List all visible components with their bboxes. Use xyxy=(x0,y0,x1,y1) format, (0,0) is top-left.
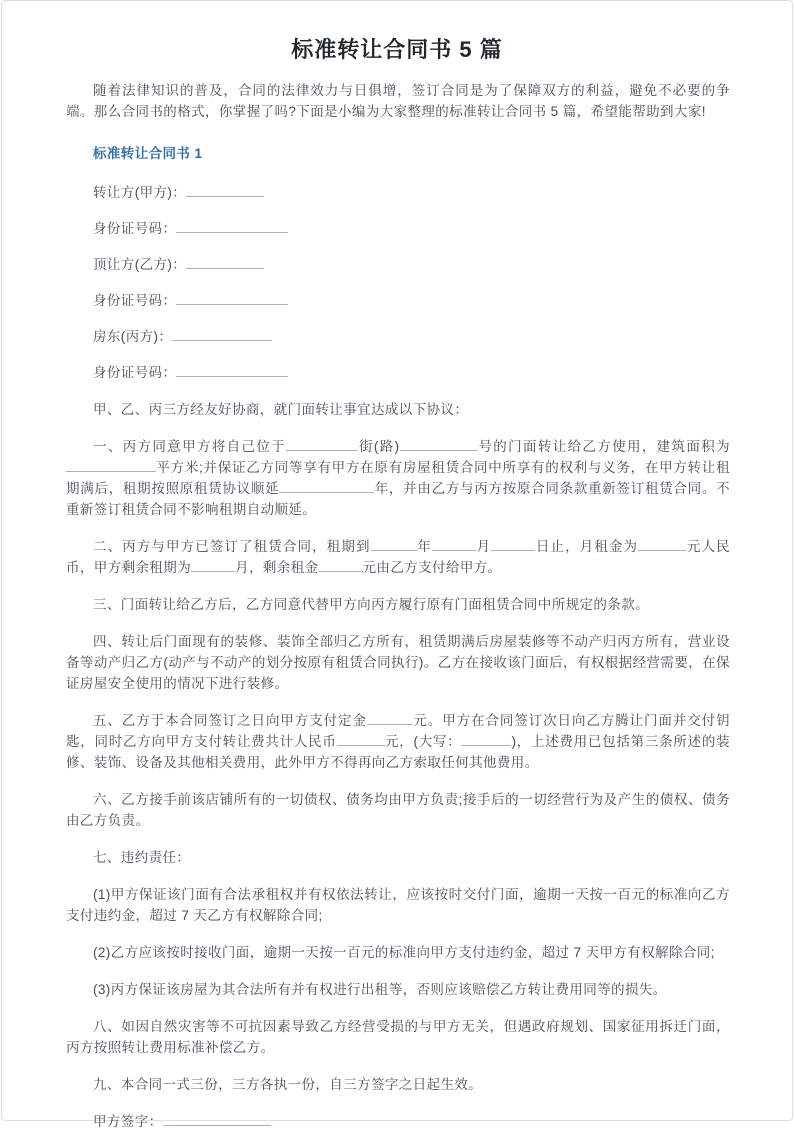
blank-field xyxy=(176,221,288,233)
text-run: 随着法律知识的普及，合同的法律效力与日俱增，签订合同是为了保障双方的利益，避免不必要的争端。那么合同书的格式，你掌握了吗?下面是小编为大家整理的标准转让合同书 5 篇，希望能帮助到大家! xyxy=(66,83,730,119)
paragraph xyxy=(66,399,730,420)
text-run: 标准转让合同书 1 xyxy=(93,146,203,161)
blank-field xyxy=(163,1114,271,1126)
blank-field xyxy=(286,439,358,451)
form-line xyxy=(66,290,730,311)
text-run: 号的门面转让给乙方使用，建筑面积为 xyxy=(477,439,730,454)
text-run: 一、丙方同意甲方将自己位于 xyxy=(93,439,287,454)
paragraph xyxy=(66,1074,730,1095)
text-run: 元。甲方在合同签订次日向乙方腾让门面并交付钥匙，同时乙方向甲方支付转让费共计人民币 xyxy=(66,713,730,749)
blank-field xyxy=(337,734,385,746)
document-body xyxy=(2,80,792,1132)
blank-field xyxy=(279,481,374,493)
blank-field xyxy=(371,539,417,551)
text-run: 房东(丙方)： xyxy=(93,329,173,344)
document-title: 标准转让合同书 5 篇 xyxy=(291,37,503,62)
paragraph xyxy=(66,884,730,926)
text-run: 身份证号码： xyxy=(93,365,177,380)
blank-field xyxy=(400,439,478,451)
blank-field xyxy=(186,185,264,197)
text-run: 年，并由乙方与丙方按原合同条款重新签订租赁合同。不重新签订租赁合同不影响租期自动顺延。 xyxy=(66,481,730,517)
text-run: (2)乙方应该按时接收门面，逾期一天按一百元的标准向甲方支付违约金，超过 7 天甲方有权解除合同; xyxy=(93,945,715,960)
text-run: 元人民币，甲方剩余租期为 xyxy=(66,539,730,575)
paragraph xyxy=(66,942,730,963)
text-run: 日止，月租金为 xyxy=(535,539,639,554)
blank-field xyxy=(66,460,156,472)
paragraph xyxy=(66,594,730,615)
blank-field xyxy=(186,257,264,269)
form-line xyxy=(66,362,730,383)
text-run: 八、如因自然灾害等不可抗因素导致乙方经营受损的与甲方无关，但遇政府规划、国家征用拆迁门面，丙方按照转让费用标准补偿乙方。 xyxy=(66,1019,730,1055)
blank-field xyxy=(191,560,235,572)
paragraph xyxy=(66,979,730,1000)
blank-field xyxy=(367,713,413,725)
text-run: 年 xyxy=(416,539,432,554)
paragraph xyxy=(66,789,730,831)
text-run: 顶让方(乙方)： xyxy=(93,257,187,272)
blank-field xyxy=(319,560,363,572)
text-run: 街(路) xyxy=(358,439,400,454)
signature-line xyxy=(66,1111,730,1132)
paragraph xyxy=(66,1016,730,1058)
blank-field xyxy=(461,734,511,746)
text-run: 七、违约责任： xyxy=(93,850,191,865)
paragraph xyxy=(66,536,730,578)
text-run: 四、转让后门面现有的装修、装饰全部归乙方所有，租赁期满后房屋装修等不动产归丙方所有，营业设备等动产归乙方(动产与不动产的划分按原有租赁合同执行)。乙方在接收该门面后，有权根据经营需要，在保证房屋安全使用的情况下进行装修。 xyxy=(66,634,730,691)
paragraph xyxy=(66,436,730,520)
heading xyxy=(66,143,730,164)
paragraph xyxy=(66,847,730,868)
paragraph xyxy=(66,80,730,122)
text-run: 五、乙方于本合同签订之日向甲方支付定金 xyxy=(93,713,367,728)
blank-field xyxy=(432,539,476,551)
paragraph xyxy=(66,631,730,694)
text-run: (3)丙方保证该房屋为其合法所有并有权进行出租等，否则应该赔偿乙方转让费用同等的损失。 xyxy=(93,982,667,997)
text-run: 九、本合同一式三份，三方各执一份，自三方签字之日起生效。 xyxy=(93,1077,483,1092)
form-line xyxy=(66,182,730,203)
text-run: 元由乙方支付给甲方。 xyxy=(362,560,502,575)
text-run: 三、门面转让给乙方后，乙方同意代替甲方向丙方履行原有门面租赁合同中所规定的条款。 xyxy=(93,597,649,612)
text-run: 月，剩余租金 xyxy=(235,560,319,575)
text-run: 六、乙方接手前该店铺所有的一切债权、债务均由甲方负责;接手后的一切经营行为及产生的债权、债务由乙方负责。 xyxy=(66,792,730,828)
form-line xyxy=(66,326,730,347)
blank-field xyxy=(172,329,272,341)
form-line xyxy=(66,218,730,239)
blank-field xyxy=(176,293,288,305)
blank-field xyxy=(491,539,535,551)
text-run: 二、丙方与甲方已签订了租赁合同，租期到 xyxy=(93,539,371,554)
document-page xyxy=(1,0,793,1129)
text-run: 月 xyxy=(475,539,492,554)
form-line xyxy=(66,254,730,275)
blank-field xyxy=(176,365,288,377)
text-run: 转让方(甲方)： xyxy=(93,185,187,200)
blank-field xyxy=(638,539,686,551)
text-run: 身份证号码： xyxy=(93,293,177,308)
text-run: 平方米;并保证乙方同等享有甲方在原有房屋租赁合同中所享有的权利与义务，在甲方转让租期满后，租期按照原租赁协议顺延 xyxy=(66,460,730,496)
text-run: (1)甲方保证该门面有合法承租权并有权依法转让，应该按时交付门面，逾期一天按一百元的标准向乙方支付违约金，超过 7 天乙方有权解除合同; xyxy=(66,887,730,923)
text-run: 元，(大写： xyxy=(384,734,462,749)
text-run: )，上述费用已包括第三条所述的装修、装饰、设备及其他相关费用，此外甲方不得再向乙方索取任何其他费用。 xyxy=(66,734,730,770)
paragraph xyxy=(66,710,730,773)
text-run: 甲方签字： xyxy=(93,1114,163,1129)
text-run: 身份证号码： xyxy=(93,221,177,236)
text-run: 甲、乙、丙三方经友好协商，就门面转让事宜达成以下协议： xyxy=(93,402,469,417)
